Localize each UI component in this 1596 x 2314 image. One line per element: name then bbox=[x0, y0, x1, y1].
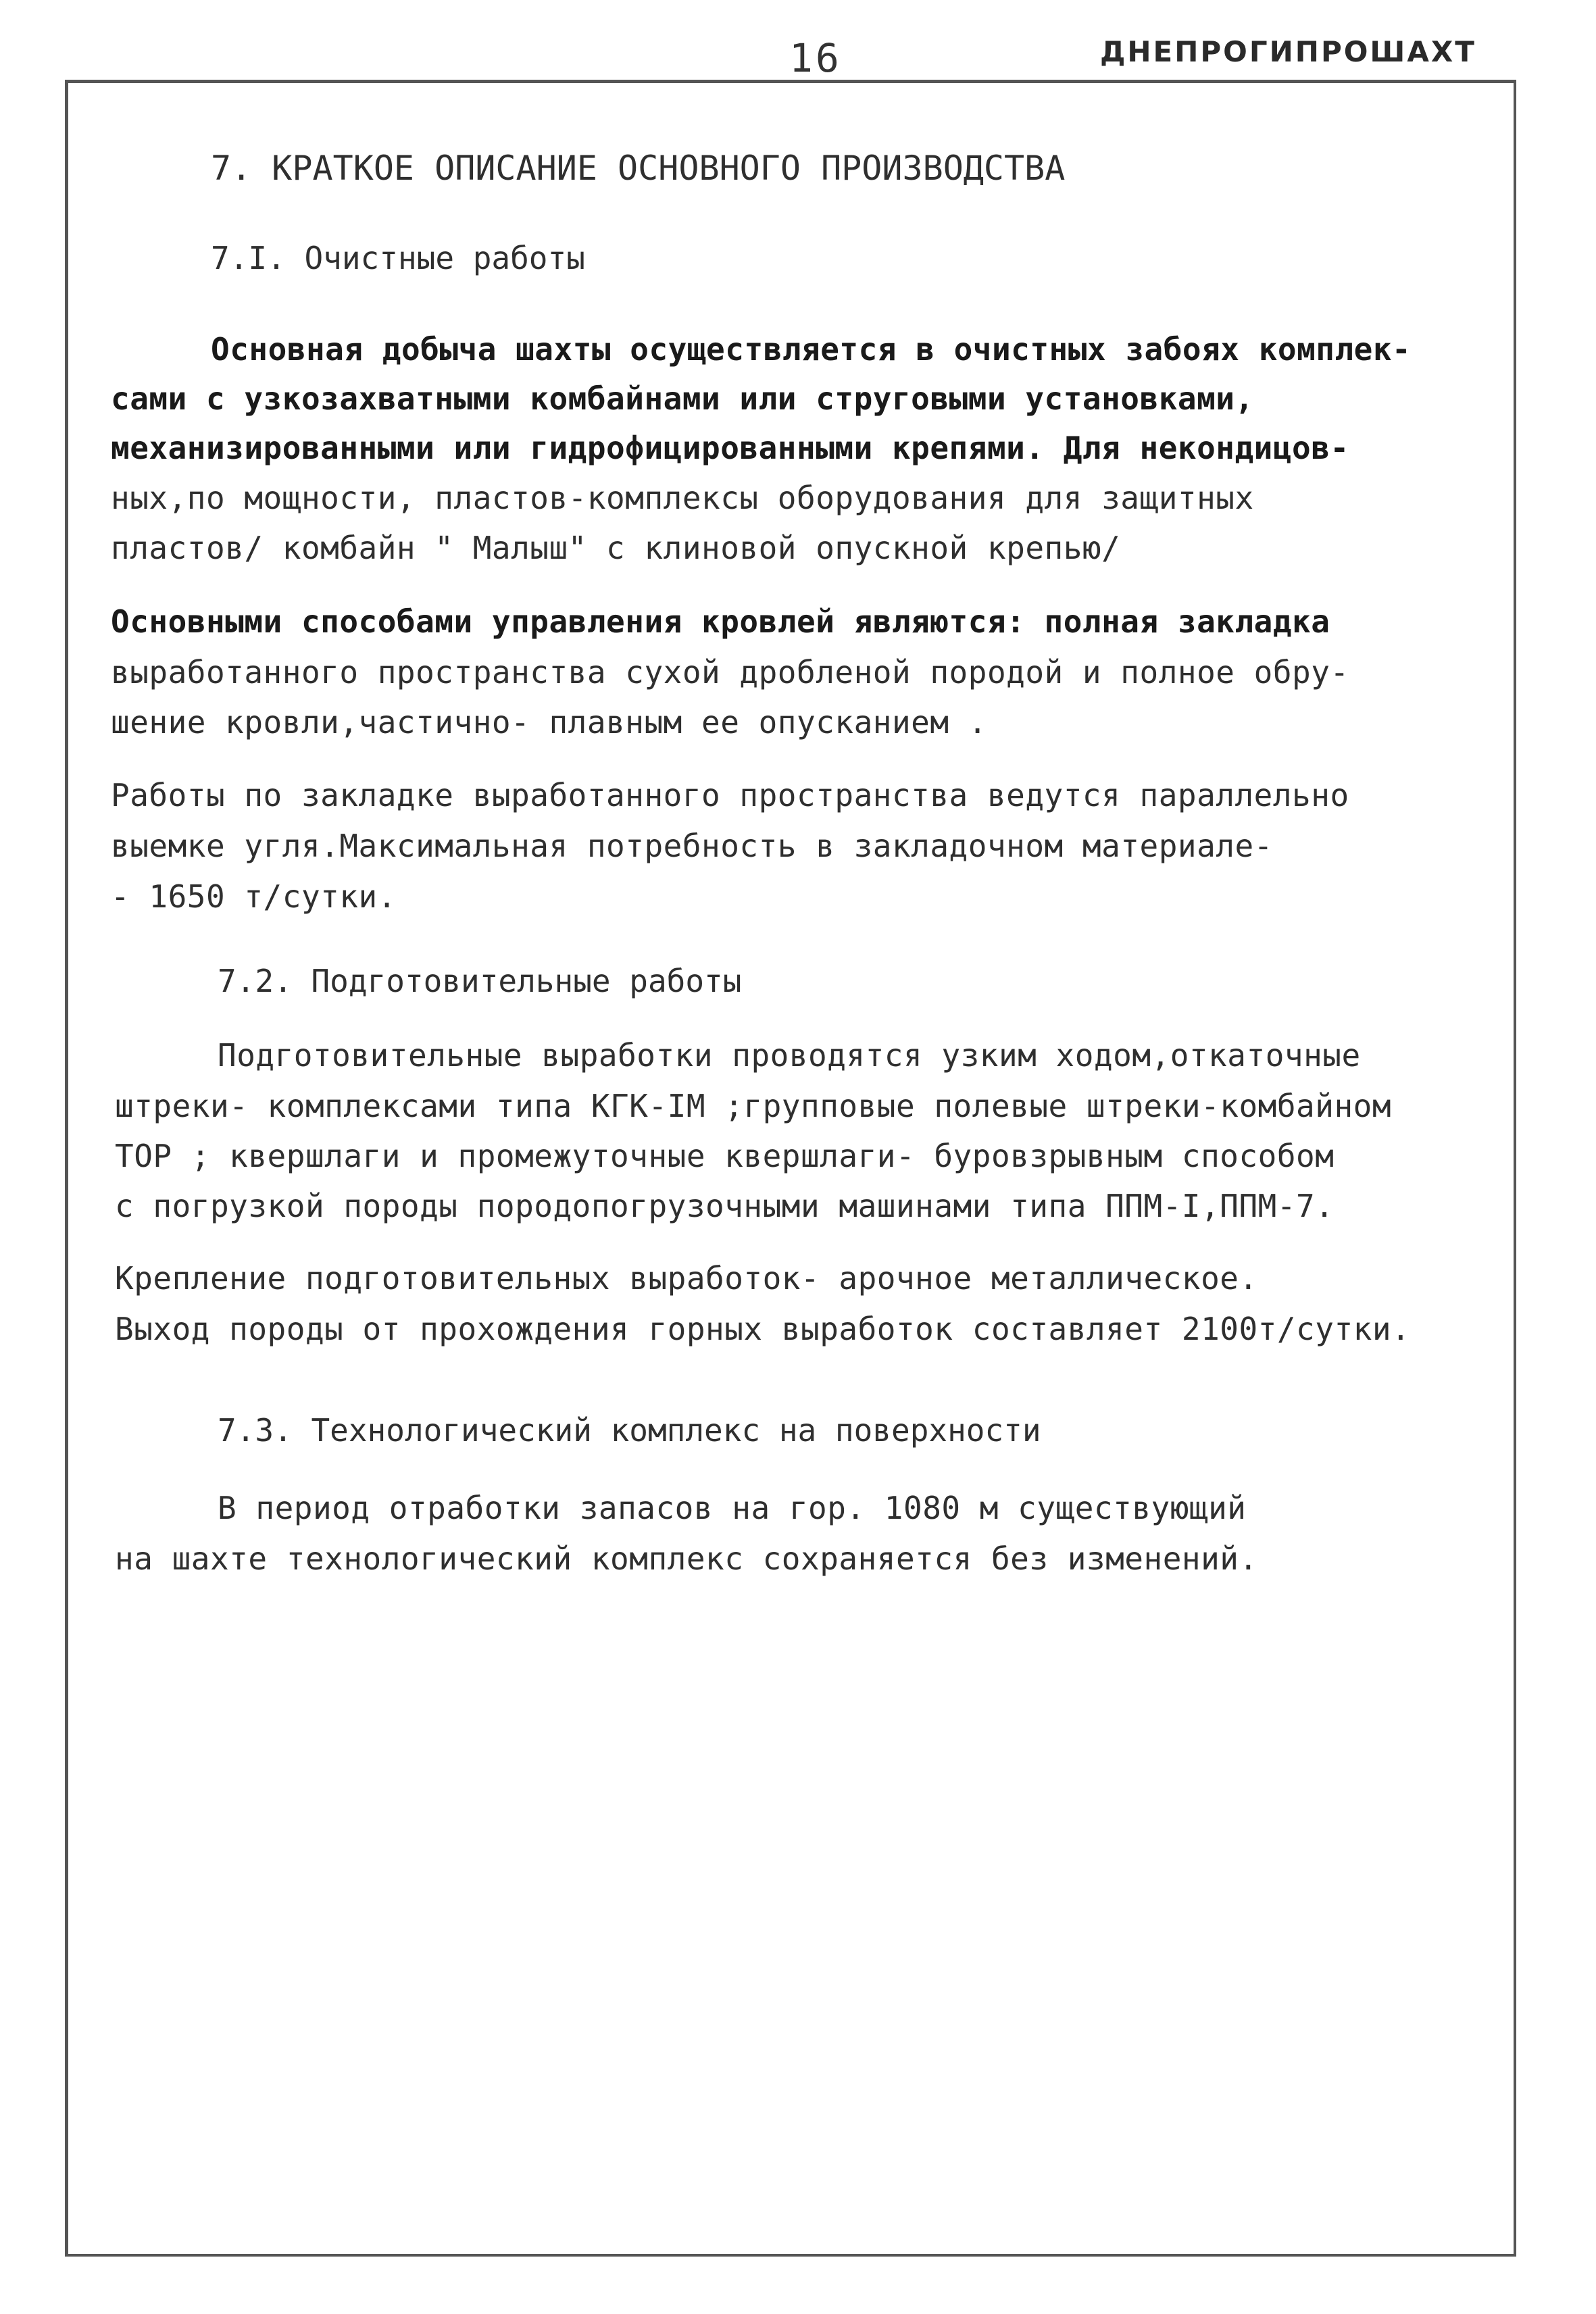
subsection-title-7-2: 7.2. Подготовительные работы bbox=[218, 963, 742, 999]
text-line: Работы по закладке выработанного пространства ведутся параллельно bbox=[111, 777, 1349, 813]
text-line: В период отработки запасов на гор. 1080 м существующий bbox=[218, 1490, 1247, 1526]
text-line: выработанного пространства сухой дробленой породой и полное обру- bbox=[111, 654, 1349, 690]
text-line: пластов/ комбайн " Малыш" с клиновой опускной крепью/ bbox=[111, 530, 1121, 566]
text-line: на шахте технологический комплекс сохраняется без изменений. bbox=[115, 1540, 1258, 1577]
text-line: штреки- комплексами типа КГК-IM ;групповые полевые штреки-комбайном bbox=[115, 1088, 1392, 1124]
text-line: сами с узкозахватными комбайнами или струговыми установками, bbox=[111, 380, 1254, 417]
text-line: Основная добыча шахты осуществляется в очистных забоях комплек- bbox=[211, 331, 1412, 368]
text-line: - 1650 т/сутки. bbox=[111, 878, 397, 915]
text-line: Крепление подготовительных выработок- арочное металлическое. bbox=[115, 1260, 1258, 1297]
subsection-title-7-3: 7.3. Технологический комплекс на поверхности bbox=[218, 1412, 1041, 1449]
text-line: механизированными или гидрофицированными крепями. Для некондицов- bbox=[111, 430, 1349, 466]
page-number: 16 bbox=[789, 35, 842, 81]
section-title: 7. КРАТКОЕ ОПИСАНИЕ ОСНОВНОГО ПРОИЗВОДСТВА bbox=[211, 149, 1066, 188]
subsection-title-7-1: 7.I. Очистные работы bbox=[211, 240, 585, 276]
text-line: с погрузкой породы породопогрузочными машинами типа ППМ-I,ППМ-7. bbox=[115, 1188, 1335, 1224]
text-line: Выход породы от прохождения горных выработок составляет 2100т/сутки. bbox=[115, 1311, 1411, 1347]
organization-name: ДНЕПРОГИПРОШАХТ bbox=[1100, 35, 1476, 68]
text-line: ТОР ; квершлаги и промежуточные квершлаги- буровзрывным способом bbox=[115, 1138, 1335, 1174]
text-line: выемке угля.Максимальная потребность в закладочном материале- bbox=[111, 828, 1273, 864]
text-line: шение кровли,частично- плавным ее опусканием . bbox=[111, 704, 987, 740]
text-line: Основными способами управления кровлей являются: полная закладка bbox=[111, 603, 1330, 640]
text-line: ных,по мощности, пластов-комплексы оборудования для защитных bbox=[111, 480, 1254, 516]
text-line: Подготовительные выработки проводятся узким ходом,откаточные bbox=[218, 1037, 1361, 1074]
